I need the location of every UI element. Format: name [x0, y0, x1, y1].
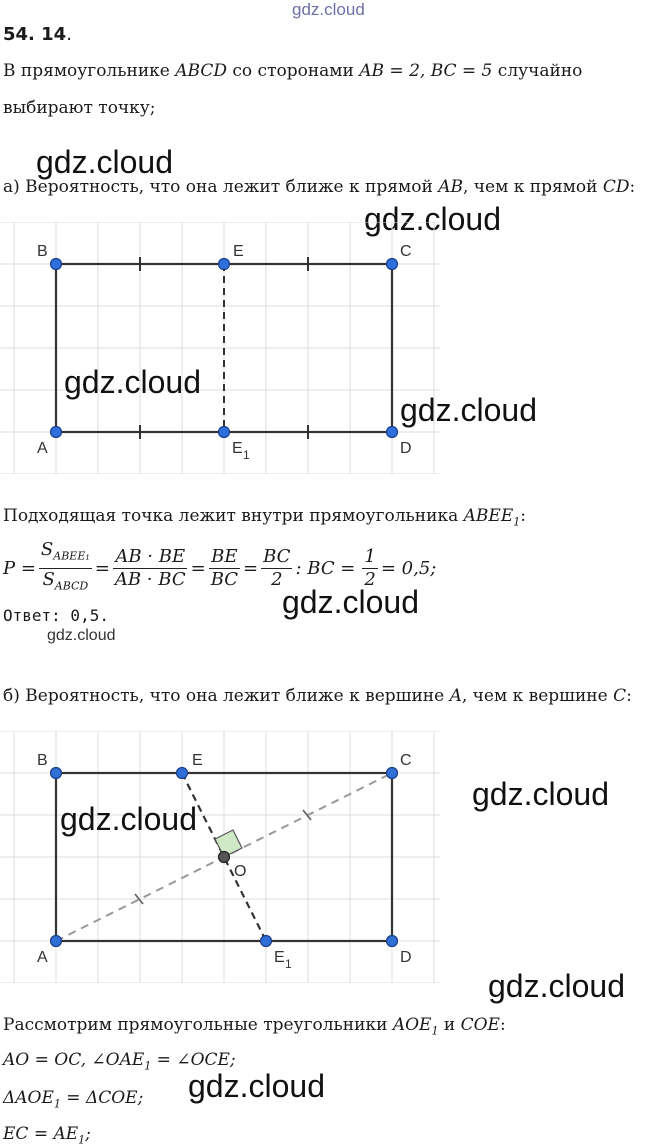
label-e1: E	[232, 440, 243, 457]
label-a: A	[37, 949, 48, 966]
top-watermark: gdz.cloud	[292, 0, 365, 19]
watermark: gdz.cloud	[64, 364, 201, 400]
problem-number: 54. 14.	[3, 24, 72, 45]
label-e: E	[233, 243, 244, 260]
equation-2: $\Delta AOE_1 = \Delta COE$;	[3, 1088, 144, 1111]
label-b: B	[37, 243, 48, 260]
figure-a	[0, 222, 440, 474]
point-e	[177, 768, 188, 779]
watermark: gdz.cloud	[36, 144, 173, 180]
label-e1: E	[274, 949, 285, 966]
fraction-ab: $\frac{AB \cdot BE}{AB \cdot BC}$	[114, 545, 186, 590]
watermark: gdz.cloud	[488, 968, 625, 1004]
point-e1	[261, 936, 272, 947]
equation-3: EC = $AE_1$;	[3, 1124, 91, 1147]
point-b	[51, 768, 62, 779]
fraction-half: $\frac{1}{2}$	[364, 545, 376, 590]
watermark: gdz.cloud	[282, 584, 419, 620]
equation-1: AO = OC, $\angle OAE_1$ = ∠OCE;	[3, 1050, 236, 1073]
label-o: O	[234, 863, 247, 880]
watermark: gdz.cloud	[400, 392, 537, 428]
point-a	[51, 427, 62, 438]
watermark: gdz.cloud	[188, 1068, 325, 1104]
figure-b	[0, 731, 440, 983]
label-e: E	[192, 752, 203, 769]
label-d: D	[400, 440, 412, 457]
label-c: C	[400, 243, 412, 260]
fraction-be: $\frac{BE}{BC}$	[210, 545, 239, 590]
label-e1-sub: 1	[243, 448, 250, 462]
label-c: C	[400, 752, 412, 769]
point-e1	[219, 427, 230, 438]
consider-triangles: Рассмотрим прямоугольные треугольники $AOE_1$ и COE:	[3, 1015, 506, 1038]
watermark: gdz.cloud	[364, 201, 501, 237]
point-d	[387, 936, 398, 947]
solution-a-text: Подходящая точка лежит внутри прямоугольника $ABEE_1$:	[3, 506, 526, 529]
point-c	[387, 768, 398, 779]
point-c	[387, 259, 398, 270]
fraction-bc: $\frac{BC}{2}$	[263, 545, 291, 590]
label-a: A	[37, 440, 48, 457]
part-a-question: а) Вероятность, что она лежит ближе к прямой AB, чем к прямой CD:	[3, 177, 636, 197]
point-d	[387, 427, 398, 438]
watermark-small: gdz.cloud	[47, 627, 116, 644]
watermark: gdz.cloud	[472, 776, 609, 812]
part-b-question: б) Вероятность, что она лежит ближе к вершине A, чем к вершине C:	[3, 686, 632, 706]
point-o	[219, 852, 230, 863]
point-b	[51, 259, 62, 270]
fraction-s: $\frac{S_{ABEE_1}}{S_{ABCD}}$	[40, 539, 90, 593]
point-a	[51, 936, 62, 947]
label-e1-sub: 1	[285, 957, 292, 971]
intro-line-2: выбирают точку;	[3, 98, 156, 118]
probability-formula: P = $\frac{S_{ABEE_1}}{S_{ABCD}}$ = $\frac{AB \cdot BE}{AB \cdot BC}$ = $\frac{BE}{BC}$ = $\frac{BC}{2}$ : BC = $\frac{1}{2}$ = 0,5;	[3, 540, 436, 596]
watermark: gdz.cloud	[60, 801, 197, 837]
answer-a: Ответ: 0,5.	[3, 606, 109, 625]
intro-line-1: В прямоугольнике ABCD со сторонами AB = 2, BC = 5 случайно	[3, 61, 583, 81]
label-d: D	[400, 949, 412, 966]
point-e	[219, 259, 230, 270]
label-b: B	[37, 752, 48, 769]
